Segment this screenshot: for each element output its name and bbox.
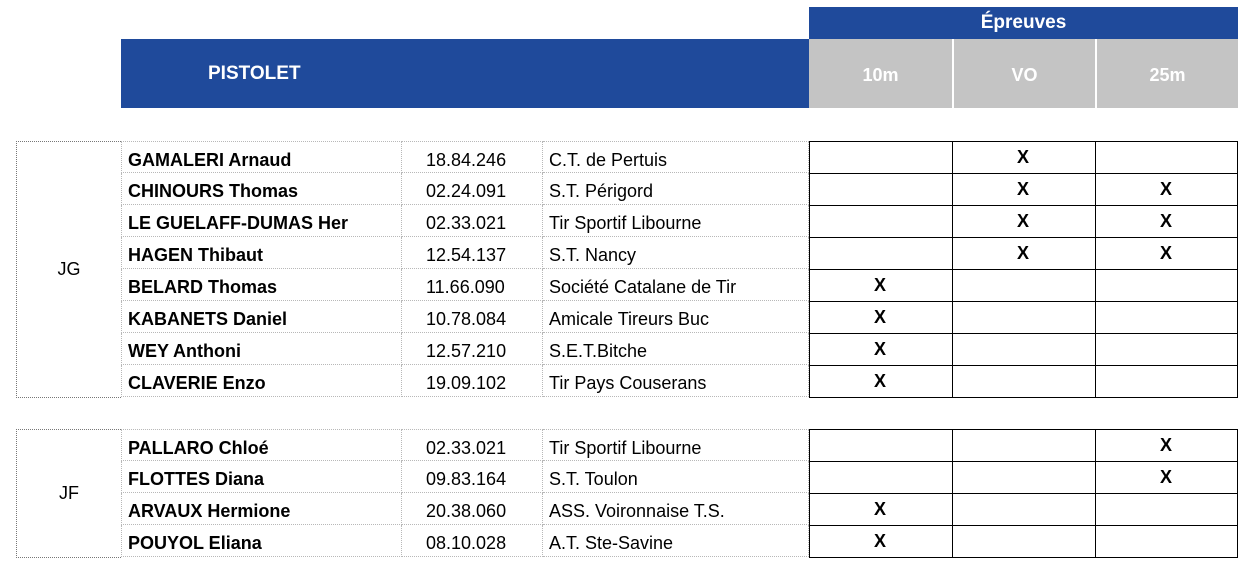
event-mark-vo (952, 301, 1094, 333)
event-mark-25m (1095, 525, 1237, 557)
event-mark-10m (809, 141, 951, 173)
event-mark-25m: X (1159, 211, 1172, 231)
event-mark-25m: X (1159, 179, 1172, 199)
club-name: A.T. Ste-Savine (543, 525, 809, 557)
athlete-name: ARVAUX Hermione (121, 493, 402, 525)
club-name: Amicale Tireurs Buc (543, 301, 809, 333)
event-mark-vo: X (1016, 211, 1029, 231)
event-mark-10m (809, 429, 951, 461)
event-mark-10m: X (873, 499, 886, 519)
license-number: 10.78.084 (402, 301, 543, 333)
club-name: Tir Sportif Libourne (543, 205, 809, 237)
athlete-name: KABANETS Daniel (121, 301, 402, 333)
event-mark-vo (952, 525, 1094, 557)
event-mark-vo: X (1016, 243, 1029, 263)
event-mark-vo (952, 461, 1094, 493)
event-mark-vo (952, 269, 1094, 301)
athlete-name: PALLARO Chloé (121, 429, 402, 461)
license-number: 02.33.021 (402, 429, 543, 461)
athlete-name: BELARD Thomas (121, 269, 402, 301)
event-mark-10m: X (873, 339, 886, 359)
license-number: 12.57.210 (402, 333, 543, 365)
event-mark-25m (1095, 269, 1237, 301)
license-number: 02.24.091 (402, 173, 543, 205)
event-mark-25m: X (1159, 243, 1172, 263)
discipline-header: PISTOLET (121, 39, 809, 108)
event-mark-10m (809, 173, 951, 205)
athlete-name: FLOTTES Diana (121, 461, 402, 493)
event-mark-10m: X (873, 531, 886, 551)
club-name: S.T. Toulon (543, 461, 809, 493)
event-mark-25m (1095, 365, 1237, 397)
event-mark-25m (1095, 141, 1237, 173)
license-number: 02.33.021 (402, 205, 543, 237)
athlete-name: LE GUELAFF-DUMAS Her (121, 205, 402, 237)
club-name: Société Catalane de Tir (543, 269, 809, 301)
license-number: 08.10.028 (402, 525, 543, 557)
license-number: 18.84.246 (402, 141, 543, 173)
event-mark-10m (809, 237, 951, 269)
club-name: S.T. Nancy (543, 237, 809, 269)
event-mark-vo: X (1016, 179, 1029, 199)
athlete-name: CLAVERIE Enzo (121, 365, 402, 397)
event-header-10m: 10m (809, 39, 952, 108)
event-mark-25m: X (1159, 435, 1172, 455)
license-number: 20.38.060 (402, 493, 543, 525)
event-mark-10m (809, 205, 951, 237)
event-mark-10m: X (873, 275, 886, 295)
event-mark-vo (952, 493, 1094, 525)
club-name: S.T. Périgord (543, 173, 809, 205)
group-label: JF (16, 429, 121, 558)
license-number: 11.66.090 (402, 269, 543, 301)
club-name: Tir Pays Couserans (543, 365, 809, 397)
event-mark-vo (952, 365, 1094, 397)
event-mark-10m: X (873, 307, 886, 327)
athlete-name: POUYOL Eliana (121, 525, 402, 557)
event-mark-25m (1095, 493, 1237, 525)
athlete-name: GAMALERI Arnaud (121, 141, 402, 173)
athlete-name: HAGEN Thibaut (121, 237, 402, 269)
club-name: Tir Sportif Libourne (543, 429, 809, 461)
event-mark-vo (952, 333, 1094, 365)
license-number: 09.83.164 (402, 461, 543, 493)
club-name: S.E.T.Bitche (543, 333, 809, 365)
club-name: ASS. Voironnaise T.S. (543, 493, 809, 525)
event-header-vo: VO (952, 39, 1095, 108)
event-mark-25m (1095, 301, 1237, 333)
athlete-name: CHINOURS Thomas (121, 173, 402, 205)
event-mark-vo (952, 429, 1094, 461)
epreuves-header: Épreuves (809, 7, 1238, 39)
club-name: C.T. de Pertuis (543, 141, 809, 173)
license-number: 12.54.137 (402, 237, 543, 269)
license-number: 19.09.102 (402, 365, 543, 397)
event-mark-10m (809, 461, 951, 493)
event-mark-10m: X (873, 371, 886, 391)
event-mark-25m (1095, 333, 1237, 365)
event-header-25m: 25m (1095, 39, 1238, 108)
event-mark-25m: X (1159, 467, 1172, 487)
group-label: JG (16, 141, 121, 398)
athlete-name: WEY Anthoni (121, 333, 402, 365)
event-mark-vo: X (1016, 147, 1029, 167)
